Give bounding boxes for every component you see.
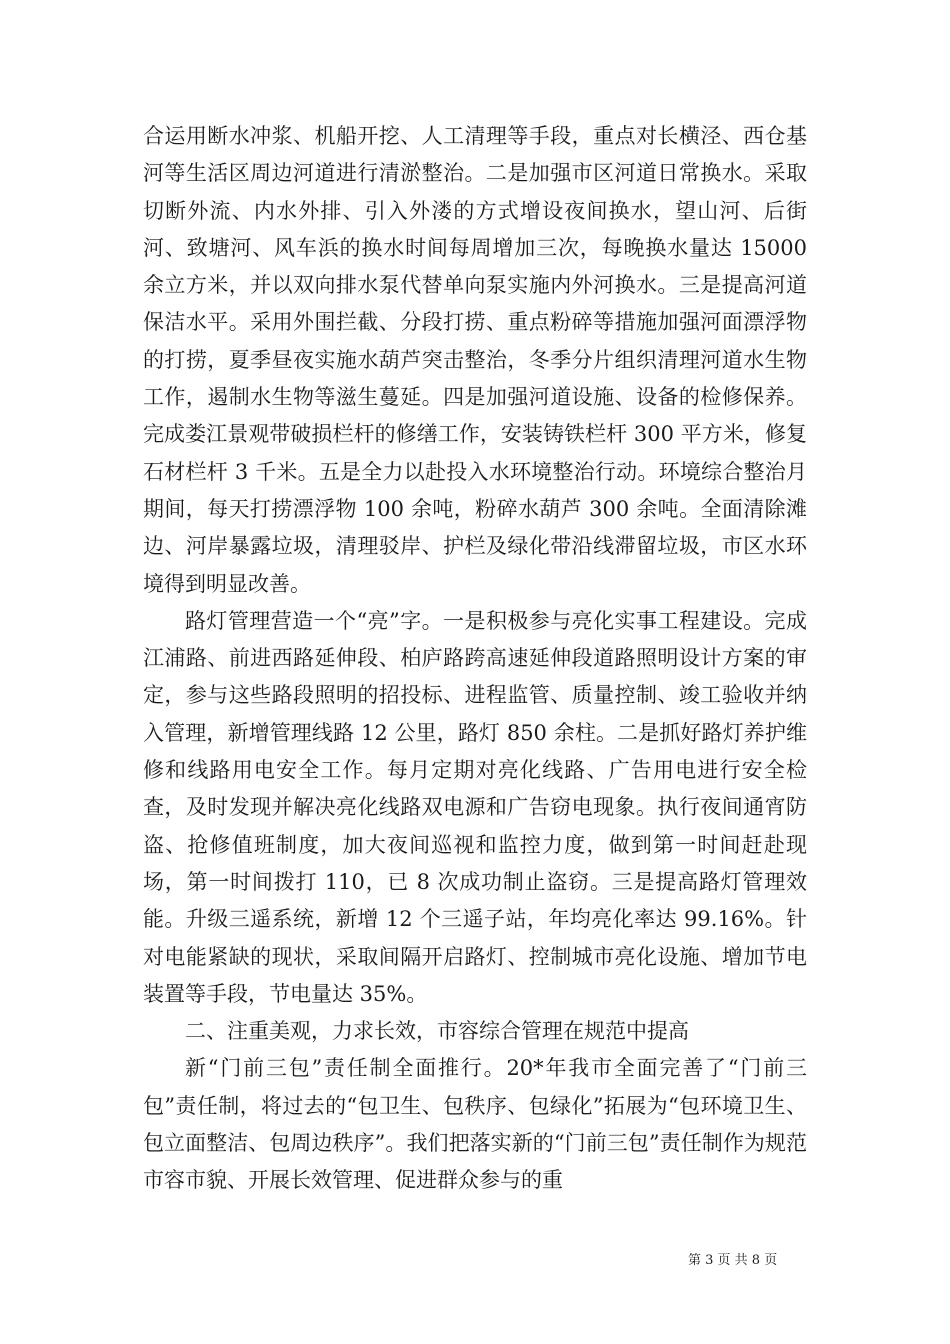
- section-heading-two: 二、注重美观，力求长效，市容综合管理在规范中提高: [185, 1019, 689, 1044]
- paragraph-street-lighting: 路灯管理营造一个“亮”字。一是积极参与亮化实事工程建设。完成江浦路、前进西路延伸段、柏庐路跨高速延伸段道路照明设计方案的审定，参与这些路段照明的招投标、进程监管、质量控制、竣工验收并纳入管理，新增管理线路 12 公里，路灯 850 余柱。二是抓好路灯养护维修和线路用电安全工作。每月定期对亮化线路、广告用电进行安全检查，及时发现并解决亮化线路双电源和广告窃电现象。执行夜间通宵防盗、抢修值班制度，加大夜间巡视和监控力度，做到第一时间赶赴现场，第一时间拨打 110，已 8 次成功制止盗窃。三是提高路灯管理效能。升级三遥系统，新增 12 个三遥子站，年均亮化率达 99.16%。针对电能紧缺的现状，采取间隔开启路灯、控制城市亮化设施、增加节电装置等手段，节电量达 35%。: [143, 608, 807, 1006]
- page-number: 第 3 页 共 8 页: [688, 1253, 778, 1268]
- paragraph-river-management: 合运用断水冲浆、机船开挖、人工清理等手段，重点对长横泾、西仓基河等生活区周边河道进行清淤整治。二是加强市区河道日常换水。采取切断外流、内水外排、引入外溇的方式增设夜间换水，望山河、后街河、致塘河、风车浜的换水时间每周增加三次，每晚换水量达 15000 余立方米，并以双向排水泵代替单向泵实施内外河换水。三是提高河道保洁水平。采用外围拦截、分段打捞、重点粉碎等措施加强河面漂浮物的打捞，夏季昼夜实施水葫芦突击整治，冬季分片组织清理河道水生物工作，遏制水生物等滋生蔓延。四是加强河道设施、设备的检修保养。完成娄江景观带破损栏杆的修缮工作，安装铸铁栏杆 300 平方米，修复石材栏杆 3 千米。五是全力以赴投入水环境整治行动。环境综合整治月期间，每天打捞漂浮物 100 余吨，粉碎水葫芦 300 余吨。全面清除滩边、河岸暴露垃圾，清理驳岸、护栏及绿化带沿线滞留垃圾，市区水环境得到明显改善。: [143, 124, 807, 596]
- document-body: [143, 118, 807, 1200]
- paragraph-three-guarantees: 新“门前三包”责任制全面推行。20*年我市全面完善了“门前三包”责任制，将过去的“包卫生、包秩序、包绿化”拓展为“包环境卫生、包立面整洁、包周边秩序”。我们把落实新的“门前三包”责任制作为规范市容市貌、开展长效管理、促进群众参与的重: [143, 1056, 807, 1193]
